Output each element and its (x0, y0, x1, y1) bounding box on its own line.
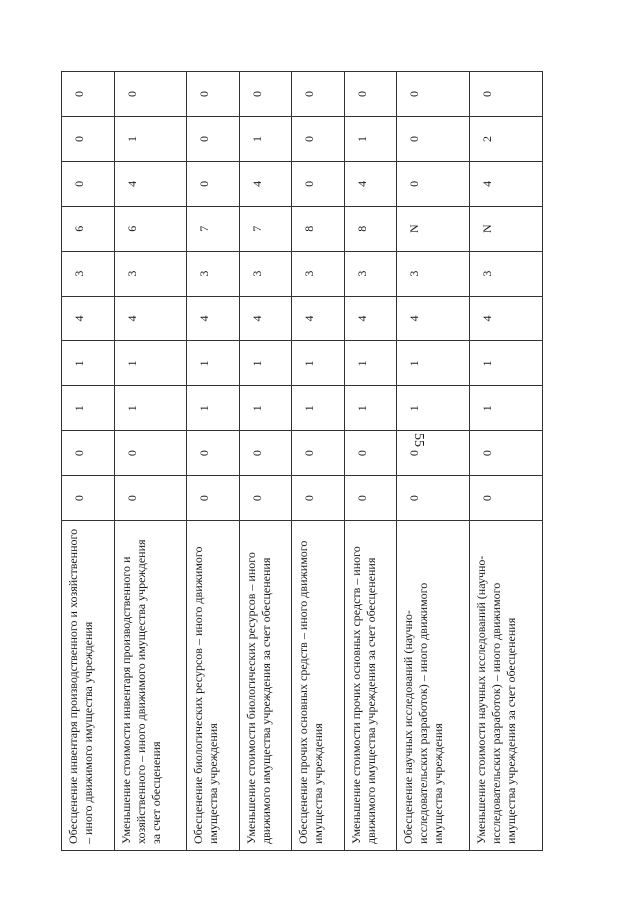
code-digit-cell: 0 (344, 72, 397, 117)
code-digit-cell: 0 (114, 476, 187, 521)
code-digit-cell: 1 (397, 341, 470, 386)
row-description: Обесценение прочих основных средств – иного движимого имущества учреждения (292, 521, 345, 851)
code-digit-cell: 1 (470, 386, 543, 431)
code-digit-cell: 3 (62, 251, 115, 296)
code-digit-cell: 0 (397, 116, 470, 161)
account-codes-table (61, 71, 543, 851)
table-row (239, 72, 292, 851)
code-digit-cell: 0 (292, 161, 345, 206)
code-digit-cell: 1 (114, 386, 187, 431)
table-row (344, 72, 397, 851)
code-digit-cell: 0 (470, 476, 543, 521)
code-digit-cell: 4 (187, 296, 240, 341)
code-digit-cell: 3 (397, 251, 470, 296)
code-digit-cell: 0 (344, 431, 397, 476)
row-description: Уменьшение стоимости инвентаря производственного и хозяйственного – иного движимого имущества учреждения за счет обесценения (114, 521, 187, 851)
code-digit-cell: 1 (344, 341, 397, 386)
code-digit-cell: 4 (344, 296, 397, 341)
row-description: Обесценение биологических ресурсов – иного движимого имущества учреждения (187, 521, 240, 851)
code-digit-cell: 0 (397, 431, 470, 476)
code-digit-cell: 0 (62, 476, 115, 521)
code-digit-cell: 4 (397, 296, 470, 341)
code-digit-cell: 8 (292, 206, 345, 251)
code-digit-cell: 0 (187, 161, 240, 206)
code-digit-cell: 1 (292, 341, 345, 386)
code-digit-cell: 1 (470, 341, 543, 386)
code-digit-cell: 0 (470, 72, 543, 117)
code-digit-cell: 7 (239, 206, 292, 251)
code-digit-cell: N (470, 206, 543, 251)
code-digit-cell: 1 (239, 116, 292, 161)
code-digit-cell: 0 (470, 431, 543, 476)
code-digit-cell: 0 (239, 431, 292, 476)
code-digit-cell: 4 (114, 296, 187, 341)
code-digit-cell: 0 (187, 72, 240, 117)
code-digit-cell: 1 (62, 341, 115, 386)
code-digit-cell: 4 (114, 161, 187, 206)
code-digit-cell: 4 (344, 161, 397, 206)
code-digit-cell: 0 (397, 72, 470, 117)
code-digit-cell: N (397, 206, 470, 251)
code-digit-cell: 0 (62, 161, 115, 206)
page-number: 55 (411, 433, 426, 447)
code-digit-cell: 1 (344, 386, 397, 431)
code-digit-cell: 1 (292, 386, 345, 431)
code-digit-cell: 3 (187, 251, 240, 296)
code-digit-cell: 0 (62, 72, 115, 117)
account-table-container (61, 72, 543, 851)
code-digit-cell: 0 (187, 431, 240, 476)
table-row (397, 72, 470, 851)
code-digit-cell: 7 (187, 206, 240, 251)
code-digit-cell: 0 (397, 161, 470, 206)
code-digit-cell: 0 (62, 116, 115, 161)
table-row (114, 72, 187, 851)
code-digit-cell: 4 (239, 296, 292, 341)
code-digit-cell: 0 (187, 476, 240, 521)
code-digit-cell: 4 (239, 161, 292, 206)
code-digit-cell: 1 (114, 341, 187, 386)
code-digit-cell: 4 (470, 296, 543, 341)
code-digit-cell: 2 (470, 116, 543, 161)
code-digit-cell: 8 (344, 206, 397, 251)
code-digit-cell: 1 (344, 116, 397, 161)
code-digit-cell: 0 (114, 72, 187, 117)
table-row (62, 72, 115, 851)
table-row (187, 72, 240, 851)
code-digit-cell: 0 (114, 431, 187, 476)
code-digit-cell: 0 (239, 72, 292, 117)
code-digit-cell: 1 (239, 386, 292, 431)
code-digit-cell: 0 (187, 116, 240, 161)
code-digit-cell: 1 (62, 386, 115, 431)
row-description: Уменьшение стоимости прочих основных средств – иного движимого имущества учреждения за счет обесценения (344, 521, 397, 851)
code-digit-cell: 1 (187, 341, 240, 386)
code-digit-cell: 4 (292, 296, 345, 341)
code-digit-cell: 3 (344, 251, 397, 296)
code-digit-cell: 3 (239, 251, 292, 296)
code-digit-cell: 6 (114, 206, 187, 251)
row-description: Обесценение инвентаря производственного и хозяйственного – иного движимого имущества учреждения (62, 521, 115, 851)
code-digit-cell: 0 (397, 476, 470, 521)
code-digit-cell: 0 (62, 431, 115, 476)
code-digit-cell: 3 (114, 251, 187, 296)
code-digit-cell: 4 (62, 296, 115, 341)
code-digit-cell: 1 (239, 341, 292, 386)
code-digit-cell: 0 (292, 476, 345, 521)
code-digit-cell: 6 (62, 206, 115, 251)
code-digit-cell: 0 (292, 72, 345, 117)
code-digit-cell: 1 (114, 116, 187, 161)
table-body (62, 72, 543, 851)
row-description: Обесценение научных исследований (научно-исследовательских разработок) – иного движимого имущества учреждения (397, 521, 470, 851)
rotated-table-frame (61, 72, 543, 851)
code-digit-cell: 0 (344, 476, 397, 521)
table-row (470, 72, 543, 851)
code-digit-cell: 4 (470, 161, 543, 206)
code-digit-cell: 1 (397, 386, 470, 431)
row-description: Уменьшение стоимости биологических ресурсов – иного движимого имущества учреждения за счет обесценения (239, 521, 292, 851)
code-digit-cell: 0 (292, 431, 345, 476)
row-description: Уменьшение стоимости научных исследований (научно-исследовательских разработок) – иного движимого имущества учреждения за счет обесценения (470, 521, 543, 851)
code-digit-cell: 0 (239, 476, 292, 521)
code-digit-cell: 0 (292, 116, 345, 161)
code-digit-cell: 3 (470, 251, 543, 296)
code-digit-cell: 1 (187, 386, 240, 431)
code-digit-cell: 3 (292, 251, 345, 296)
table-row (292, 72, 345, 851)
